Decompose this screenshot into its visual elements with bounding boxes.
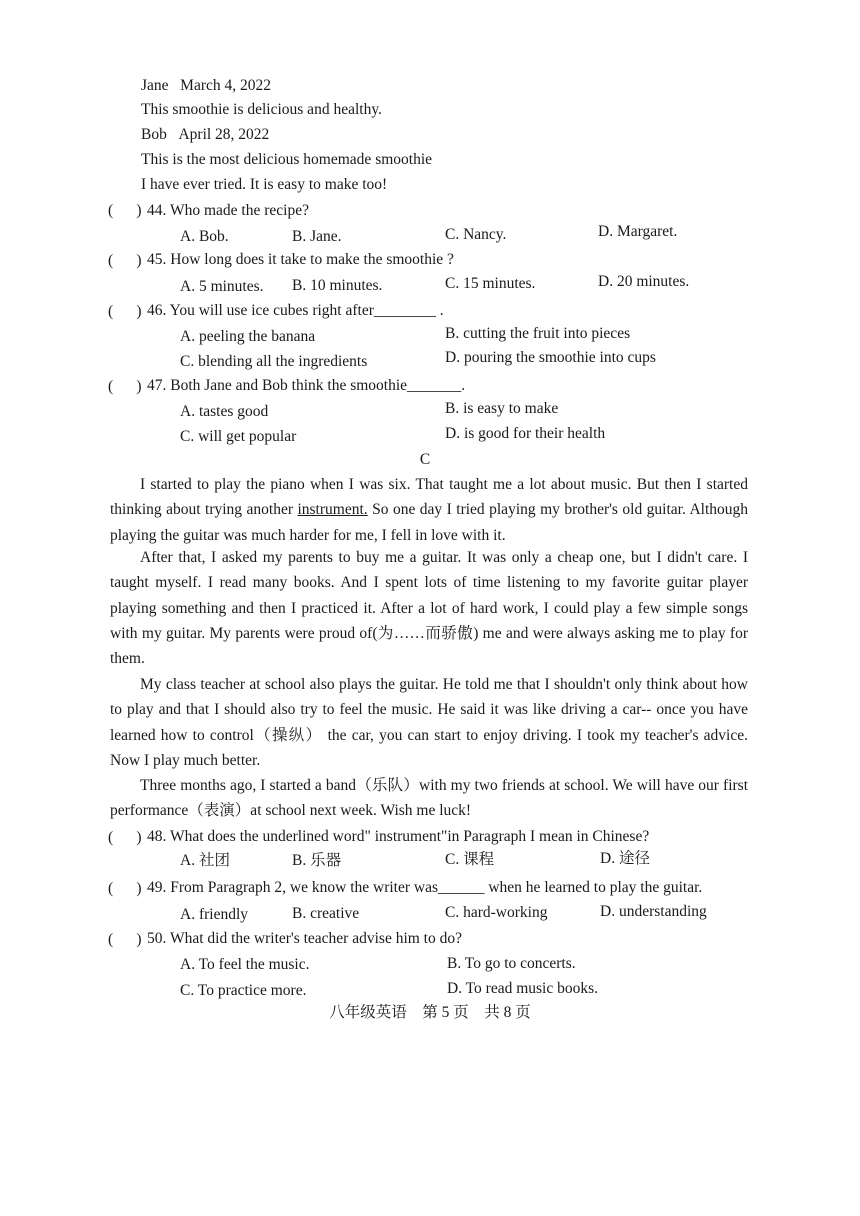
option-a: A. 社团	[180, 852, 230, 869]
option-b: B. cutting the fruit into pieces	[445, 325, 631, 342]
answer-blank: ( )	[108, 303, 142, 320]
option-a: A. To feel the music.	[180, 956, 310, 973]
option-a: A. Bob.	[180, 228, 229, 245]
passage-paragraph-1	[110, 472, 748, 548]
option-a: A. friendly	[180, 906, 249, 923]
review-name: Bob	[141, 126, 167, 143]
question-stem: 50. What did the writer's teacher advise him to do?	[147, 930, 462, 947]
question-stem: 45. How long does it take to make the smoothie ?	[147, 251, 454, 268]
page-footer: 八年级英语 第 5 页 共 8 页	[329, 1004, 531, 1021]
option-c: C. To practice more.	[180, 982, 307, 999]
passage-paragraph-3: My class teacher at school also plays the guitar. He told me that I shouldn't only think about how to play and that I should also try to feel the music. He said it was like driving a car-- once you have learned how to control（操纵） the car, you can start to enjoy driving. I took my teacher's advice. Now I play much better.	[110, 676, 748, 769]
option-b: B. is easy to make	[445, 400, 559, 417]
option-b: B. To go to concerts.	[447, 955, 576, 972]
option-c: C. will get popular	[180, 428, 297, 445]
answer-blank: ( )	[108, 202, 142, 219]
option-d: D. understanding	[600, 903, 707, 920]
paragraph-text: I started to play the piano when I was six. That taught me a lot about music. But then I started thinking about trying another	[110, 476, 748, 519]
question-stem: 46. You will use ice cubes right after________ .	[147, 302, 444, 319]
question-stem: 49. From Paragraph 2, we know the writer was______ when he learned to play the guitar.	[147, 879, 703, 896]
review-date: March 4, 2022	[180, 77, 271, 94]
option-d: D. 途径	[600, 850, 650, 867]
section-heading: C	[419, 451, 431, 468]
option-d: D. 20 minutes.	[598, 273, 690, 290]
review-header-bob	[141, 125, 269, 145]
answer-blank: ( )	[108, 378, 142, 395]
review-text: This smoothie is delicious and healthy.	[141, 101, 382, 118]
passage-paragraph-2: After that, I asked my parents to buy me a guitar. It was only a cheap one, but I didn't care. I taught myself. I read many books. And I spent lots of time listening to my favorite guitar player playing something and then I practiced it. After a lot of hard work, I could play a few simple songs with my guitar. My parents were proud of(为……而骄傲) me and were always asking me to play for them.	[110, 549, 748, 668]
option-b: B. Jane.	[292, 228, 342, 245]
option-c: C. Nancy.	[445, 226, 507, 243]
answer-blank: ( )	[108, 252, 142, 269]
review-name: Jane	[141, 77, 169, 94]
option-d: D. is good for their health	[445, 425, 606, 442]
option-b: B. 10 minutes.	[292, 277, 383, 294]
answer-blank: ( )	[108, 829, 142, 846]
review-header-jane	[141, 76, 271, 96]
answer-blank: ( )	[108, 880, 142, 897]
option-a: A. tastes good	[180, 403, 269, 420]
review-date: April 28, 2022	[178, 126, 270, 143]
option-c: C. 15 minutes.	[445, 275, 536, 292]
option-c: C. hard-working	[445, 904, 548, 921]
option-d: D. Margaret.	[598, 223, 678, 240]
option-a: A. 5 minutes.	[180, 278, 264, 295]
option-b: B. 乐器	[292, 852, 342, 869]
option-c: C. blending all the ingredients	[180, 353, 368, 370]
question-stem: 48. What does the underlined word" instrument"in Paragraph I mean in Chinese?	[147, 828, 650, 845]
passage-paragraph-4: Three months ago, I started a band（乐队）with my two friends at school. We will have our first performance（表演）at school next week. Wish me luck!	[110, 777, 748, 820]
review-text: I have ever tried. It is easy to make too!	[141, 176, 388, 193]
question-stem: 44. Who made the recipe?	[147, 202, 309, 219]
option-d: D. To read music books.	[447, 980, 599, 997]
option-a: A. peeling the banana	[180, 328, 316, 345]
question-stem: 47. Both Jane and Bob think the smoothie_______.	[147, 377, 466, 394]
paragraph-text: So one day I tried playing my brother's old guitar. Although playing the guitar was much harder for me, I fell in love with it.	[110, 501, 749, 544]
option-b: B. creative	[292, 905, 360, 922]
review-text: This is the most delicious homemade smoothie	[141, 151, 433, 168]
option-d: D. pouring the smoothie into cups	[445, 349, 656, 366]
underlined-word: instrument.	[297, 501, 368, 519]
option-c: C. 课程	[445, 851, 495, 868]
answer-blank: ( )	[108, 931, 142, 948]
